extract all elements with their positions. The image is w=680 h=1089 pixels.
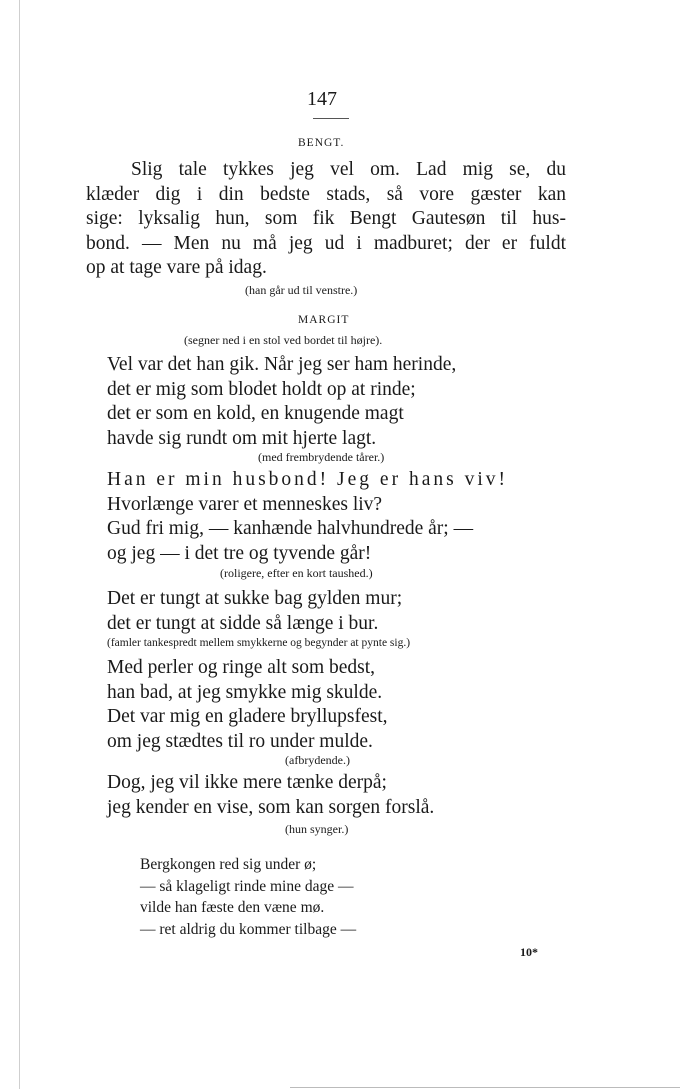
verse-line: og jeg — i det tre og tyvende går! — [107, 542, 372, 564]
bengt-speech — [86, 158, 566, 281]
verse-line: Dog, jeg vil ikke mere tænke derpå; — [107, 772, 387, 793]
prose-line: Slig tale tykkes jeg vel om. Lad mig se, du — [131, 159, 566, 180]
emphasis-text: hans — [408, 469, 457, 490]
stage-direction: (med frembrydende tårer.) — [258, 450, 385, 464]
page-number-rule — [313, 118, 349, 119]
spaced-text: viv! — [456, 469, 508, 490]
page-bottom-edge — [290, 1087, 680, 1088]
song-line: vilde han fæste den væne mø. — [140, 899, 325, 916]
verse-line: Med perler og ringe alt som bedst, — [107, 657, 376, 678]
verse-stanza — [107, 468, 508, 566]
song-line: — ret aldrig du kommer tilbage — — [140, 920, 357, 938]
stage-direction: (famler tankespredt mellem smykkerne og begynder at pynte sig.) — [107, 637, 411, 649]
verse-line — [107, 468, 508, 493]
speaker-bengt: BENGT. — [298, 137, 345, 149]
spaced-text: Han er min husbond! Jeg er — [107, 469, 409, 490]
stage-direction: (roligere, efter en kort taushed.) — [220, 566, 373, 580]
verse-line: Hvorlænge varer et menneskes liv? — [107, 493, 383, 515]
stage-direction: (afbrydende.) — [285, 753, 350, 767]
prose-line: klæder dig i din bedste stads, så vore gæster kan — [86, 183, 566, 205]
verse-stanza — [107, 771, 434, 820]
verse-line: det er tungt at sidde så længe i bur. — [107, 612, 379, 634]
prose-line: op at tage vare på idag. — [86, 257, 267, 278]
song-line: Bergkongen red sig under ø; — [140, 856, 317, 873]
song-line: — så klageligt rinde mine dage — — [140, 877, 354, 895]
song-stanza — [140, 854, 356, 940]
stage-direction: (segner ned i en stol ved bordet til højre). — [184, 333, 383, 347]
verse-stanza — [107, 587, 402, 636]
speaker-margit: MARGIT — [298, 314, 350, 326]
stage-direction: (han går ud til venstre.) — [245, 283, 358, 297]
verse-line: det er som en kold, en knugende magt — [107, 403, 404, 424]
verse-line: jeg kender en vise, som kan sorgen forslå. — [107, 796, 435, 818]
verse-line: Det er tungt at sukke bag gylden mur; — [107, 588, 403, 609]
stage-direction: (hun synger.) — [285, 822, 349, 836]
verse-stanza — [107, 353, 456, 451]
page-edge-line — [19, 0, 20, 1089]
verse-line: Det var mig en gladere bryllupsfest, — [107, 706, 388, 727]
verse-line: han bad, at jeg smykke mig skulde. — [107, 681, 383, 703]
verse-line: Vel var det han gik. Når jeg ser ham herinde, — [107, 354, 457, 375]
prose-line: sige: lyksalig hun, som fik Bengt Gautesøn til hus- — [86, 208, 566, 229]
verse-stanza — [107, 656, 388, 754]
signature-mark: 10* — [520, 945, 538, 959]
verse-line: det er mig som blodet holdt op at rinde; — [107, 378, 416, 400]
page-number: 147 — [307, 88, 337, 110]
prose-line: bond. — Men nu må jeg ud i madburet; der er fuldt — [86, 232, 566, 254]
verse-line: havde sig rundt om mit hjerte lagt. — [107, 427, 377, 449]
verse-line: Gud fri mig, — kanhænde halvhundrede år; — — [107, 518, 474, 539]
verse-line: om jeg stædtes til ro under mulde. — [107, 730, 373, 752]
